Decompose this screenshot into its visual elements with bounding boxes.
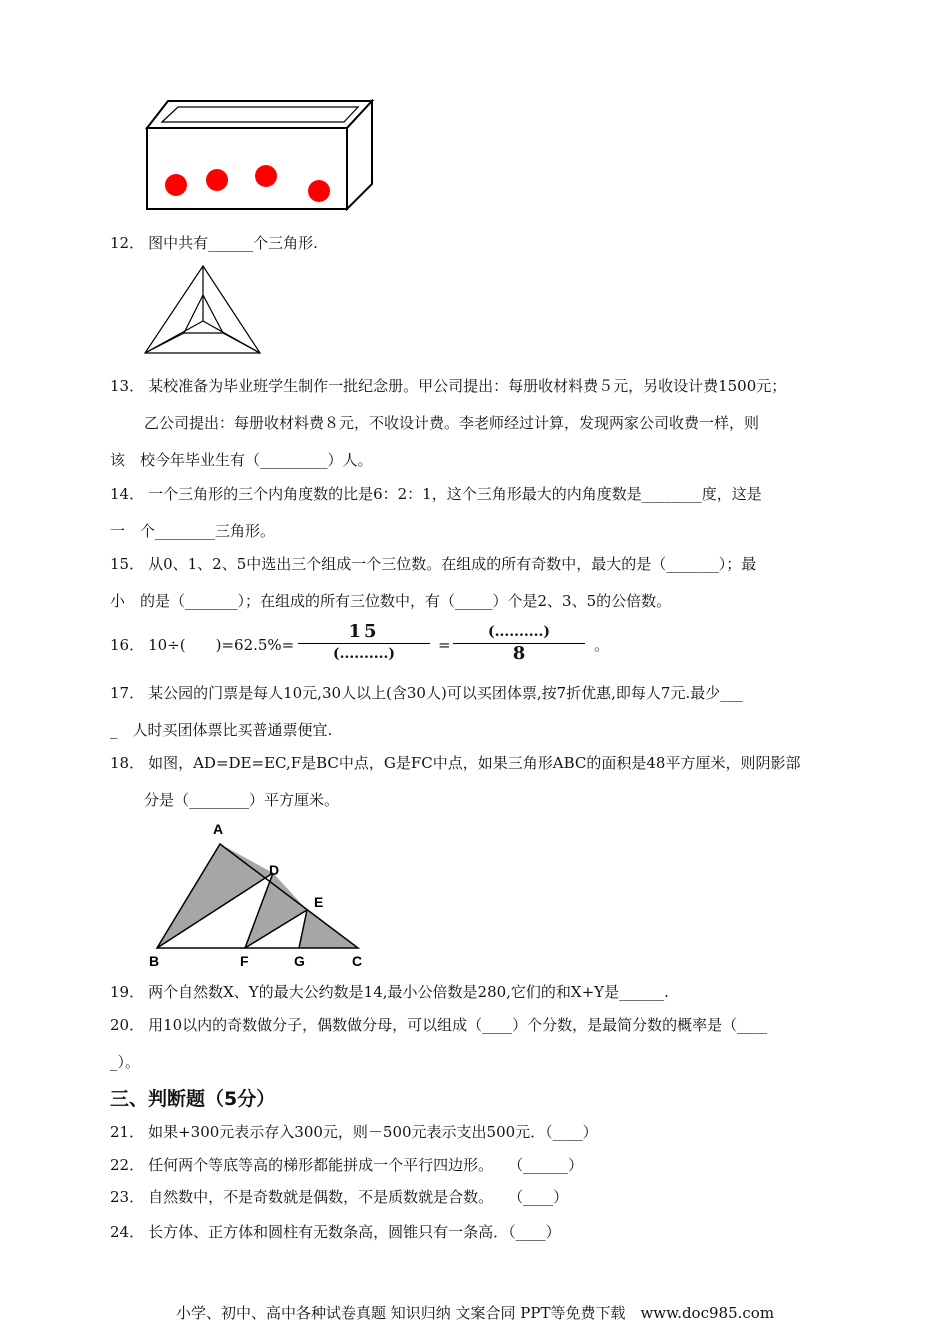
question-15-line1: 15． 从0、1、2、5中选出三个组成一个三位数。在组成的所有奇数中，最大的是（_______）；最 (110, 555, 757, 573)
fraction-1 (298, 622, 430, 663)
question-22: 22． 任何两个等底等高的梯形都能拼成一个平行四边形。 （______） (110, 1156, 584, 1174)
question-19: 19． 两个自然数X、Y的最大公约数是14,最小公倍数是280,它们的和X+Y是______. (110, 983, 669, 1001)
box-top-opening (162, 107, 358, 122)
question-13-line3: 该 校今年毕业生有（_________）人。 (110, 451, 373, 469)
label-B: B (149, 953, 160, 969)
question-20-line1: 20． 用10以内的奇数做分子，偶数做分母，可以组成（____）个分数，是最简分数的概率是（____ (110, 1016, 768, 1034)
question-15-line2: 小 的是（_______）；在组成的所有三位数中，有（_____）个是2、3、5的公倍数。 (110, 592, 672, 610)
red-ball (255, 165, 277, 187)
question-16: 16． 10÷( )=62.5%= (110, 636, 295, 654)
question-16-end: 。 (594, 636, 610, 654)
label-C: C (352, 953, 363, 969)
label-D: D (269, 862, 280, 878)
box-figure (140, 96, 380, 216)
label-E: E (314, 894, 324, 910)
red-ball (308, 180, 330, 202)
question-23: 23． 自然数中，不是奇数就是偶数，不是质数就是合数。 （____） (110, 1188, 569, 1206)
red-ball (165, 174, 187, 196)
fraction-1-denominator: (..........) (333, 646, 395, 662)
question-21: 21． 如果+300元表示存入300元，则－500元表示支出500元．（____） (110, 1123, 598, 1141)
question-14-line1: 14． 一个三角形的三个内角度数的比是6：2：1，这个三角形最大的内角度数是________度，这是 (110, 485, 762, 503)
section-3-title: 三、判断题（5分） (110, 1088, 276, 1110)
question-12: 12． 图中共有______个三角形. (110, 234, 318, 252)
question-20-line2: _）。 (110, 1053, 141, 1071)
question-13-line1: 13． 某校准备为毕业班学生制作一批纪念册。甲公司提出：每册收材料费５元，另收设计费1500元； (110, 377, 787, 395)
question-17-line2: _ 人时买团体票比买普通票便宜. (110, 721, 333, 739)
question-13-line2: 乙公司提出：每册收材料费８元，不收设计费。李老师经过计算，发现两家公司收费一样，则 (144, 414, 760, 432)
question-18-line2: 分是（________）平方厘米。 (144, 791, 340, 809)
fraction-2-numerator: (..........) (488, 624, 550, 640)
geometry-figure (140, 820, 400, 970)
question-14-line2: 一 个________三角形。 (110, 522, 276, 540)
triangle-figure (142, 263, 267, 358)
question-24: 24． 长方体、正方体和圆柱有无数条高，圆锥只有一条高．（____） (110, 1223, 561, 1241)
equals-sign: = (438, 636, 451, 654)
label-A: A (213, 821, 224, 837)
question-18-line1: 18． 如图，AD=DE=EC,F是BC中点，G是FC中点，如果三角形ABC的面积是48平方厘米，则阴影部 (110, 754, 801, 772)
footer: 小学、初中、高中各种试卷真题 知识归纳 文案合同 PPT等免费下载 www.doc985.com (175, 1304, 775, 1322)
label-G: G (294, 953, 305, 969)
red-ball (206, 169, 228, 191)
fraction-2 (453, 622, 585, 663)
fraction-1-numerator: 15 (348, 621, 380, 642)
shaded-triangle-3 (299, 910, 358, 948)
label-F: F (240, 953, 249, 969)
fraction-2-denominator: 8 (512, 643, 526, 664)
question-17-line1: 17． 某公园的门票是每人10元,30人以上(含30人)可以买团体票,按7折优惠,即每人7元.最少___ (110, 684, 743, 702)
